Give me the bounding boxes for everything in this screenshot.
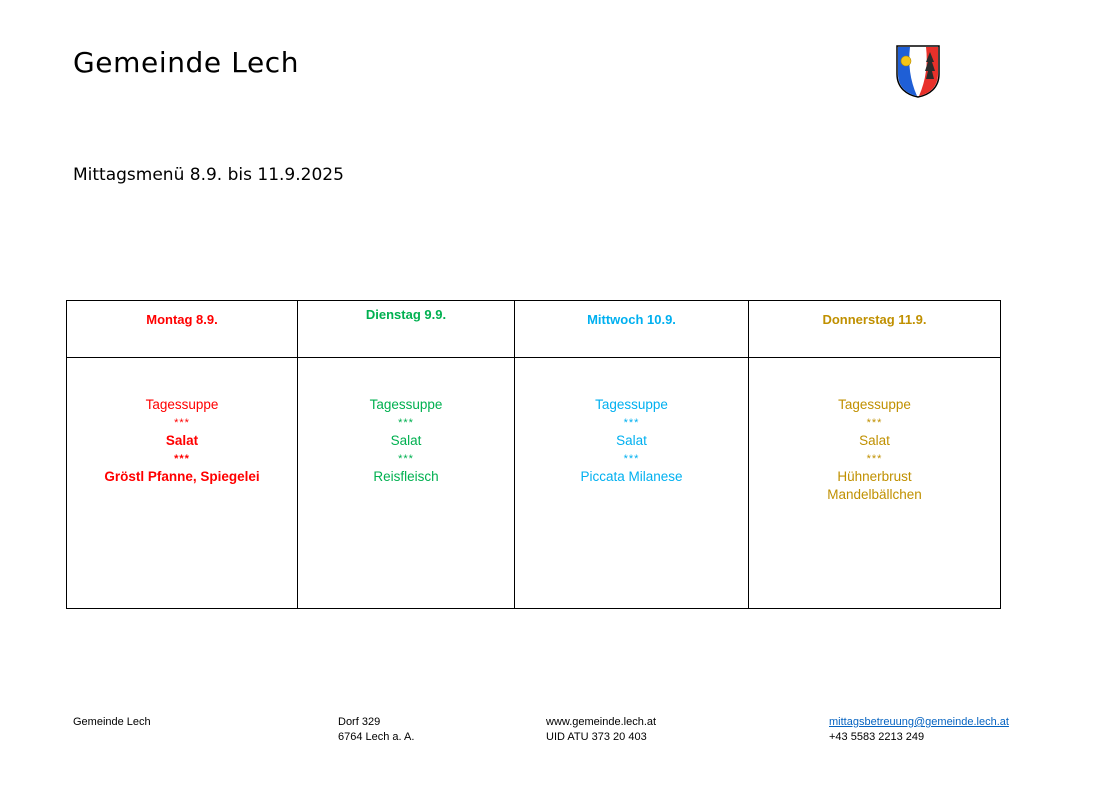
dish-salad: Salat	[616, 433, 647, 448]
footer-phone: +43 5583 2213 249	[829, 731, 925, 743]
separator: ***	[866, 417, 883, 429]
separator: ***	[398, 417, 414, 429]
dish-list-thursday	[749, 396, 1000, 504]
separator: ***	[398, 453, 414, 465]
organization-title: Gemeinde Lech	[73, 46, 300, 79]
dish-soup: Tagessuppe	[838, 397, 911, 412]
dish-main: Reisfleisch	[373, 469, 439, 484]
dish-main: Gröstl Pfanne, Spiegelei	[104, 469, 260, 484]
separator: ***	[623, 417, 640, 429]
dish-main-line2: Mandelbällchen	[827, 487, 922, 502]
menu-title: Mittagsmenü 8.9. bis 11.9.2025	[73, 165, 344, 185]
dish-main: Piccata Milanese	[580, 469, 683, 484]
footer-organization	[73, 715, 151, 730]
day-label-thursday: Donnerstag 11.9.	[822, 312, 927, 327]
separator: ***	[623, 453, 640, 465]
footer-web	[546, 715, 656, 745]
day-label-tuesday: Dienstag 9.9.	[365, 307, 447, 322]
separator: ***	[866, 453, 883, 465]
coat-of-arms-icon	[895, 44, 941, 98]
footer-city: 6764 Lech a. A.	[338, 731, 415, 743]
dish-main: Hühnerbrust	[837, 469, 912, 484]
dish-soup: Tagessuppe	[145, 397, 219, 412]
footer-email-link[interactable]: mittagsbetreuung@gemeinde.lech.at	[829, 716, 1009, 728]
dish-list-monday	[67, 396, 297, 486]
dish-list-tuesday	[298, 396, 514, 486]
menu-cell-monday	[67, 358, 298, 609]
dish-salad: Salat	[859, 433, 890, 448]
day-label-wednesday: Mittwoch 10.9.	[587, 312, 676, 327]
footer-website: www.gemeinde.lech.at	[546, 716, 657, 728]
dish-salad: Salat	[165, 433, 199, 448]
menu-cell-tuesday	[298, 358, 515, 609]
dish-soup: Tagessuppe	[369, 397, 443, 412]
header-cell-tuesday	[298, 301, 515, 358]
separator: ***	[174, 417, 190, 429]
header-cell-monday	[67, 301, 298, 358]
footer-org-name: Gemeinde Lech	[73, 716, 151, 728]
footer-address	[338, 715, 414, 745]
dish-soup: Tagessuppe	[595, 397, 668, 412]
menu-cell-wednesday	[515, 358, 749, 609]
day-label-monday: Montag 8.9.	[146, 312, 218, 327]
header-cell-wednesday	[515, 301, 749, 358]
dish-list-wednesday	[515, 396, 748, 486]
separator: ***	[174, 453, 190, 465]
header-cell-thursday	[749, 301, 1001, 358]
table-menu-row	[67, 358, 1001, 609]
footer-uid: UID ATU 373 20 403	[546, 731, 647, 743]
footer-contact	[829, 715, 1009, 745]
menu-table	[66, 300, 1001, 609]
menu-cell-thursday	[749, 358, 1001, 609]
footer-street: Dorf 329	[338, 716, 381, 728]
table-header-row	[67, 301, 1001, 358]
dish-salad: Salat	[390, 433, 422, 448]
